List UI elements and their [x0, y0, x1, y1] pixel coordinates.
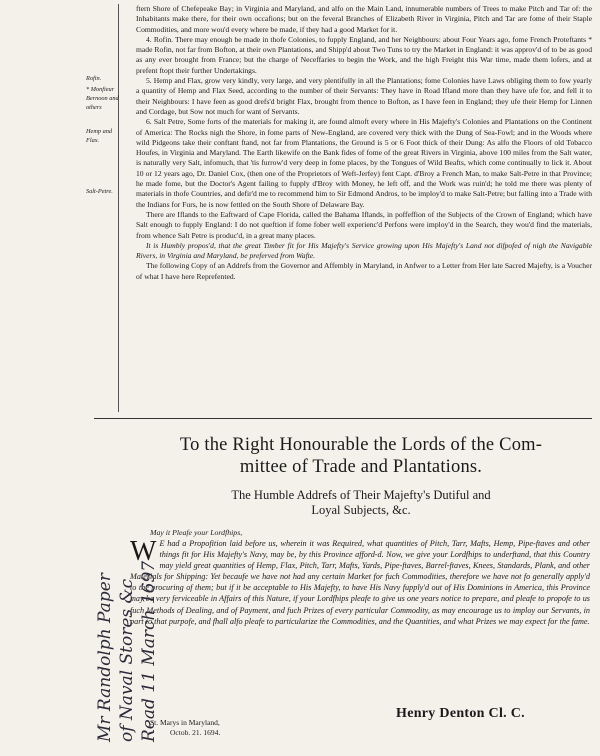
signature-name: Henry Denton Cl. C. — [396, 706, 525, 721]
margin-note-saltpetre: Salt-Petre. — [86, 188, 113, 195]
handwritten-endorsement — [0, 0, 159, 756]
date-line: Octob. 21. 1694. — [170, 727, 221, 737]
salutation: May it Pleafe your Lordfhips, — [150, 528, 243, 537]
margin-note-others: others — [86, 104, 102, 111]
address-subtitle-line-1: The Humble Addrefs of Their Majefty's Dutiful and — [231, 488, 491, 502]
paragraph-tar: ftern Shore of Chefepeake Bay; in Virginia and Maryland, and alfo on the Main Land, innumerable numbers of Trees to make Pitch and Tar of: the Inhabitants make there, for their own occafions; but on the feveral Branches of Elizabeth River in Virginia, Pitch and Tar are fome of their Staple Commodities, and more wou'd every where be made, if they had a good Market for it. — [136, 4, 592, 34]
paragraph-hemp-flax: 5. Hemp and Flax, grow very kindly, very large, and very plentifully in all the Plantations; fome Colonies have Laws obliging them to fow yearly a quantity of Hemp and Flax Seed, according to the number of their Servants: They have in Road Ifland more than they have ufe for, and fell it to their Neighbours: I have feen as good drefs'd bright Flax, brought from thence to Bofton, as I have feen in England; they ufe their Hemp for Linnen and Cordage, but Sow not much for want of Servants. — [136, 76, 592, 116]
address-title — [130, 434, 592, 478]
margin-note-monsieur: * Monfieur — [86, 86, 115, 93]
memorial-text — [136, 4, 592, 282]
paragraph-bahama: There are Iflands to the Eaftward of Cape Florida, called the Bahama Iflands, in poffeffion of the Subjects of the Crown of England; which have Salt enough to fupply England: I do not queftion if fome fober well experienc'd Perfons were imploy'd in the Search, they wou'd find the materials, from whence Salt Petre is produc'd, in a great many places. — [136, 209, 592, 240]
address-subtitle-line-2: Loyal Subjects, &c. — [311, 503, 411, 517]
section-divider — [94, 418, 592, 419]
margin-note-rosin: Rofin. — [86, 75, 102, 82]
drop-cap: W — [130, 536, 157, 567]
handwritten-text — [94, 561, 160, 742]
address-body — [130, 538, 590, 627]
margin-note-hemp: Hemp and — [86, 128, 113, 135]
handwritten-line-2: of Naval Stores &c — [117, 578, 137, 742]
address-body-text: E had a Propofition laid before us, wherein it was Required, what quantities of Pitch, Tarr, Mafts, Hemp, Pipe-ftaves and other things fit for His Majefty's Navy, may be, by this Province afford-d. Now, we give your Lordfhips to underftand, that this Country may yield great quantities of Hemp, Flax, Pitch, Tarr, Mafts, Yards, Pipe-ftaves, Barrel-ftaves, Knees, Standards, Plank, and other Materials for Shipping: Yet becaufe we have not had any certain Market for fuch Commodities, therefore we have not fo generally apply'd to the procuring of them; but if it be acceptable to His Majefty, to have His Navy fupply'd out of His Dominions in America, this Province may be very ferviceable in Affairs of this Nature, if your Lordfhips pleafe to give us one years notice to prepare, and pleafe to propofe to us fuch Methods of Dealing, and of Payment, and fuch Prizes of every particular Commodity, as may encourage us to imploy our Servants, in part to that purpofe, and fhall alfo pleafe to particularize the Commodities, and the Quantities, and what Prizes we may expect for the fame. — [130, 539, 590, 626]
paragraph-proposal: It is Humbly propos'd, that the great Timber fit for His Majefty's Service growing upon His Majefty's Land not difpofed of nigh the Navigable Rivers, in Virginia and Maryland, be preferved from Wafte. — [136, 240, 592, 261]
paragraph-rosin: 4. Rofin. There may enough be made in thofe Colonies, to fupply England, and her Neighbours: about Four Years ago, fome French Proteftants * made Rofin, not far from Bofton, at their own Plantations, and Shipp'd about Two Tuns to try the Market in England: it was approv'd of to be as good as any ever brought from France; but the charge of Neceffaries to begin the Work, and the high Freight this War time, made them lofers, and at prefent ftopt their further Undertakings. — [136, 34, 592, 75]
place-date — [150, 718, 220, 737]
paragraph-salt-petre: 6. Salt Petre, Some forts of the materials for making it, are found almoft every where in His Majefty's Colonies and Plantations on the Continent of America: The Rocks nigh the Shore, in fome parts of New-England, are covered very thick with the Dung of Sea-Fowl; and in the Woods where wild Pidgeons take their conftant ftand, not far from Plantations, the Ground is 5 or 6 Foot thick of their Dung: As alfo the Floors of old Tobacco Houfes, in Virginia and Maryland. The Earth likewife on the Bank fides of fome of the great Rivers in Virginia, above 100 miles from the Salt water, is naturally very Salt, infomuch, that 'tis furrow'd very deep in fome places, by the Tongues of Wild Beafts, which come continually to lick it. About 10 or 12 years ago, Dr. Daniel Cox, (then one of the Proprietors of Weft-Jerfey) fent Capt. d'Broy a French Man, to make Salt-Petre in that Province; he made fome, but the Doctor's Agent failing to fupply d'Broy with Money, he left off, and the Work was ruin'd; he told me there was plenty of materials in thofe Countries, and defir'd me to recommend him to Sir Edmond Andros, to be imploy'd to make Salt-Petre; but falling into a Trade with the Indians for Furs, he is now fettled on the South Shore of Delaware Bay. — [136, 117, 592, 209]
place-line: St. Marys in Maryland, — [150, 718, 220, 727]
paragraph-following: The following Copy of an Addrefs from the Governor and Affembly in Maryland, in Anfwer to a Letter from Her late Sacred Majefty, is a Voucher of what I have here Reprefented. — [136, 261, 592, 281]
address-subtitle — [150, 488, 572, 518]
address-title-line-1: To the Right Honourable the Lords of the Com- — [179, 435, 543, 455]
margin-note-bernoon: Bernoon and — [86, 95, 119, 102]
margin-note-flax: Flax. — [86, 137, 100, 144]
handwritten-line-1: Mr Randolph Paper — [95, 573, 115, 742]
handwritten-line-3: Read 11 March 1697 — [139, 560, 159, 742]
address-title-line-2: mittee of Trade and Plantations. — [239, 457, 483, 477]
